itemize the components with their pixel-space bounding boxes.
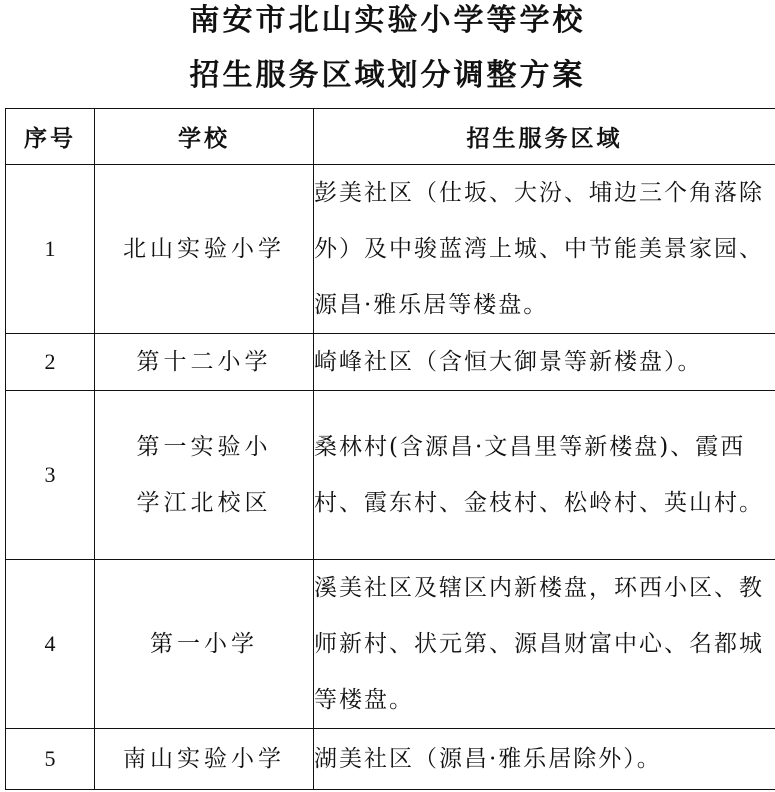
row-number: 1: [6, 165, 95, 334]
row-school: 第一实验小学江北校区: [95, 391, 314, 560]
row-area: 崎峰社区（含恒大御景等新楼盘）。: [314, 334, 775, 391]
row-number: 5: [6, 729, 95, 790]
row-school: 第十二小学: [95, 334, 314, 391]
title-line-1: 南安市北山实验小学等学校: [189, 3, 586, 38]
row-area: 彭美社区（仕坂、大汾、埔边三个角落除外）及中骏蓝湾上城、中节能美景家园、源昌·雅乐居等楼盘。: [314, 165, 775, 334]
table-row: [6, 729, 775, 790]
header-area: 招生服务区域: [314, 109, 775, 165]
table-row: [6, 334, 775, 391]
header-number: 序号: [6, 109, 95, 165]
row-area: 桑林村(含源昌·文昌里等新楼盘)、霞西村、霞东村、金枝村、松岭村、英山村。: [314, 391, 775, 560]
row-area: 溪美社区及辖区内新楼盘，环西小区、教师新村、状元第、源昌财富中心、名都城等楼盘。: [314, 560, 775, 729]
row-number: 4: [6, 560, 95, 729]
title-line-2: 招生服务区域划分调整方案: [189, 58, 586, 93]
row-school: 第一小学: [95, 560, 314, 729]
row-area: 湖美社区（源昌·雅乐居除外）。: [314, 729, 775, 790]
table-row: [6, 391, 775, 560]
row-number: 3: [6, 391, 95, 560]
table-header-row: [6, 109, 775, 165]
row-number: 2: [6, 334, 95, 391]
row-school: 北山实验小学: [95, 165, 314, 334]
table-row: [6, 165, 775, 334]
header-school: 学校: [95, 109, 314, 165]
table-row: [6, 560, 775, 729]
enrollment-area-table: [5, 108, 775, 790]
row-school: 南山实验小学: [95, 729, 314, 790]
